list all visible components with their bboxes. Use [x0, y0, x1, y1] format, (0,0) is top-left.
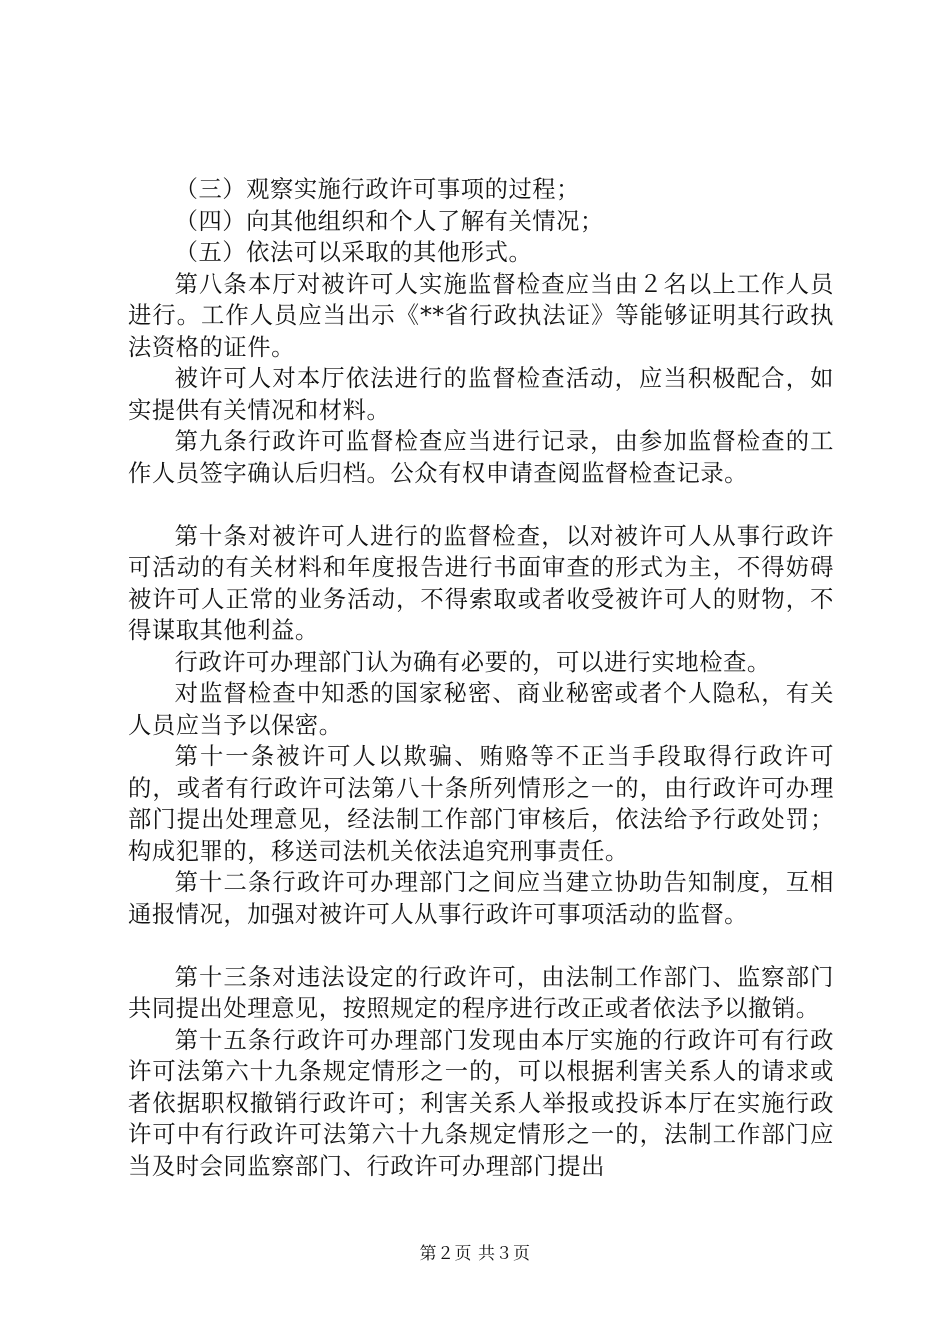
paragraph: （四）向其他组织和个人了解有关情况； [174, 207, 604, 235]
paragraph: （五）依法可以采取的其他形式。 [174, 239, 533, 266]
paragraph: 第十五条行政许可办理部门发现由本厅实施的行政许可有行政许可法第六十九条规定情形之一的，可以根据利害关系人的请求或者依据职权撤销行政许可；利害关系人举报或投诉本厅在实施行政许可中有行政许可法第六十九条规定情形之一的，法制工作部门应当及时会同监察部门、行政许可办理部门提出 [128, 1026, 834, 1180]
paragraph: （三）观察实施行政许可事项的过程； [174, 176, 580, 203]
paragraph: 第十二条行政许可办理部门之间应当建立协助告知制度，互相通报情况，加强对被许可人从事行政许可事项活动的监督。 [128, 869, 834, 928]
document-body [128, 174, 834, 1182]
paragraph: 第十三条对违法设定的行政许可，由法制工作部门、监察部门共同提出处理意见，按照规定的程序进行改正或者依法予以撤销。 [128, 963, 834, 1022]
paragraph: 第八条本厅对被许可人实施监督检查应当由２名以上工作人员进行。工作人员应当出示《**省行政执法证》等能够证明其行政执法资格的证件。 [128, 270, 834, 361]
paragraph: 第十条对被许可人进行的监督检查，以对被许可人从事行政许可活动的有关材料和年度报告进行书面审查的形式为主，不得妨碍被许可人正常的业务活动，不得索取或者收受被许可人的财物，不得谋取其他利益。 [128, 522, 834, 644]
paragraph: 第九条行政许可监督检查应当进行记录，由参加监督检查的工作人员签字确认后归档。公众有权申请查阅监督检查记录。 [128, 428, 834, 487]
paragraph: 被许可人对本厅依法进行的监督检查活动，应当积极配合，如实提供有关情况和材料。 [128, 365, 834, 424]
page-number-footer: 第２页 共３页 [419, 1244, 531, 1264]
paragraph: 第十一条被许可人以欺骗、贿赂等不正当手段取得行政许可的，或者有行政许可法第八十条所列情形之一的，由行政许可办理部门提出处理意见，经法制工作部门审核后，依法给予行政处罚；构成犯罪的，移送司法机关依法追究刑事责任。 [128, 743, 834, 865]
paragraph: 行政许可办理部门认为确有必要的，可以进行实地检查。 [174, 648, 771, 676]
paragraph: 对监督检查中知悉的国家秘密、商业秘密或者个人隐私，有关人员应当予以保密。 [128, 680, 834, 739]
